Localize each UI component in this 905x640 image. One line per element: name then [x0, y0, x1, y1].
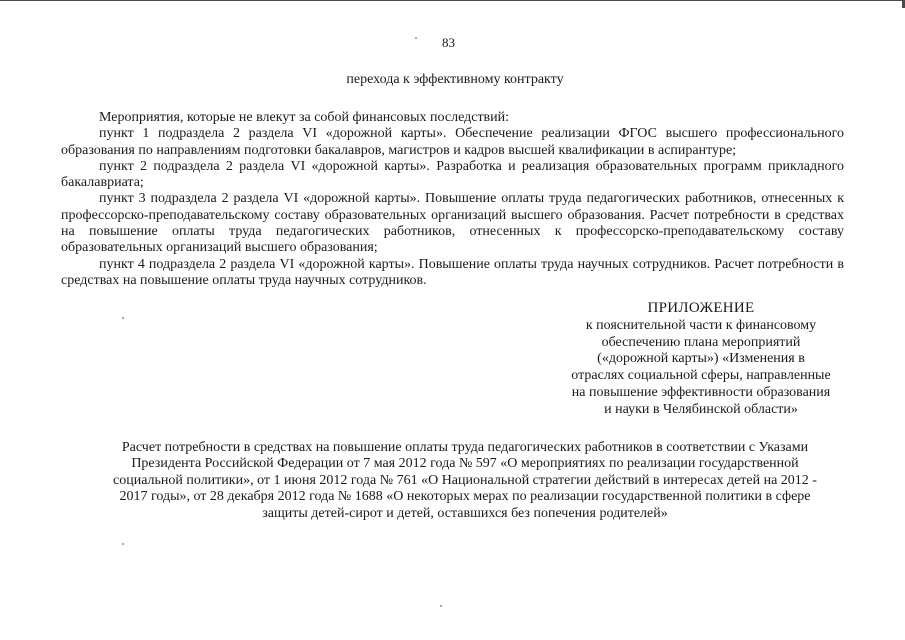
appendix-line: и науки в Челябинской области»: [604, 401, 798, 417]
appendix-line: обеспечению плана мероприятий: [601, 334, 801, 350]
calculation-title-line: Президента Российской Федерации от 7 мая 2012 года № 597 «О мероприятиях по реализации государственной: [131, 456, 799, 472]
calculation-title-line: защиты детей-сирот и детей, оставшихся без попечения родителей»: [262, 505, 668, 521]
measure-item-4: пункт 4 подраздела 2 раздела VI «дорожной карты». Повышение оплаты труда научных сотрудников. Расчет потребности в средствах на повышение оплаты труда научных сотрудников.: [61, 256, 844, 288]
measure-item-1: пункт 1 подраздела 2 раздела VI «дорожной карты». Обеспечение реализации ФГОС высшего профессионального образования по направлениям подготовки бакалавров, магистров и кадров высшей квалификации в аспирантуре;: [61, 126, 844, 158]
heading-continuation: перехода к эффективному контракту: [346, 72, 564, 87]
measures-intro: Мероприятия, которые не влекут за собой финансовых последствий:: [99, 110, 510, 125]
appendix-line: («дорожной карты») «Изменения в: [597, 351, 805, 367]
calculation-title-line: 2017 годы», от 28 декабря 2012 года № 1688 «О некоторых мерах по реализации государственной политики в сфере: [119, 489, 811, 505]
measures-section: [61, 110, 844, 289]
scan-speck: [122, 543, 124, 545]
appendix-line: к пояснительной части к финансовому: [585, 317, 817, 333]
page-number: 83: [442, 35, 455, 50]
calculation-title-line: Расчет потребности в средствах на повышение оплаты труда педагогических работников в соответствии с Указами: [121, 440, 809, 455]
measure-item-3: пункт 3 подраздела 2 раздела VI «дорожной карты». Повышение оплаты труда педагогических работников, отнесенных к профессорско-преподавательскому составу образовательных организаций высшего образования. Расчет потребности в средствах на повышение оплаты труда педагогических работников, отнесенных к профессорско-преподавательскому составу образовательных организаций высшего образования;: [61, 191, 844, 256]
scan-speck: [415, 37, 417, 39]
appendix-line: на повышение эффективности образования: [571, 384, 831, 400]
scan-speck: [440, 605, 442, 607]
scan-speck: [122, 317, 124, 319]
measure-item-2: пункт 2 подраздела 2 раздела VI «дорожной карты». Разработка и реализация образовательных программ прикладного бакалавриата;: [61, 158, 844, 191]
calculation-title: [80, 440, 850, 522]
calculation-title-line: социальной политики», от 1 июня 2012 года № 761 «О Национальной стратегии действий в интересах детей на 2012 -: [113, 472, 817, 488]
appendix-line: отраслях социальной сферы, направленные: [571, 368, 831, 384]
top-border-line: [0, 0, 905, 1]
appendix-block: [556, 300, 846, 419]
appendix-title: ПРИЛОЖЕНИЕ: [647, 300, 755, 316]
